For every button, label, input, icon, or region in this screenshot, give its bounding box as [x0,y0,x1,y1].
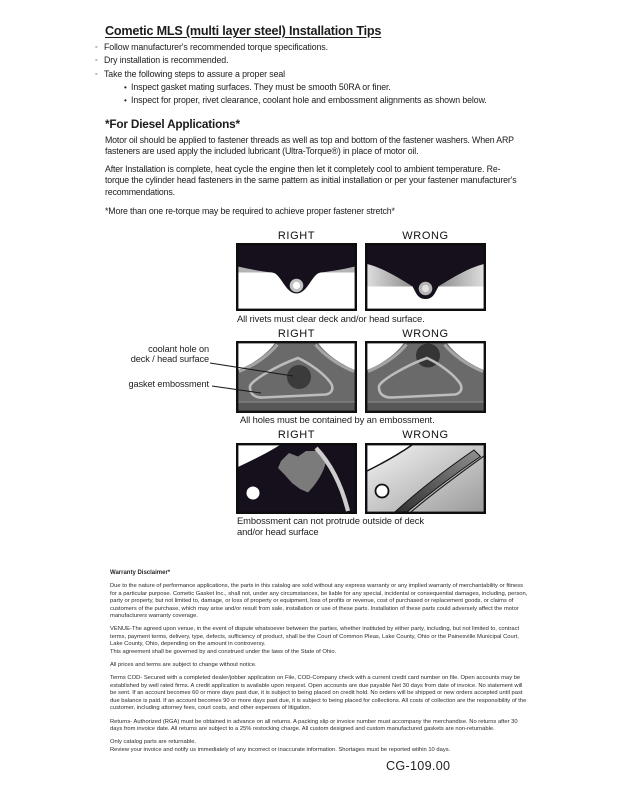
legal-section [110,570,530,760]
leader-lines [205,355,305,400]
coolant-hole-annotation: deck / head surface [130,354,209,364]
diagram-rivet-wrong [365,243,486,311]
rivet-caption: All rivets must clear deck and/or head surface. [237,313,425,324]
legal-paragraph: All prices and terms are subject to change without notice. [110,662,257,669]
diagram-coolant-wrong [365,341,486,413]
tip-text: Inspect for proper, rivet clearance, coolant hole and embossment alignments as shown below. [131,95,487,106]
coolant-caption: All holes must be contained by an embossment. [240,414,435,425]
tips-list [95,41,535,107]
doc-code: CG-109.00 [386,759,451,773]
coolant-wrong-drawing [365,341,486,413]
tip-text: Follow manufacturer's recommended torque specifications. [104,42,328,52]
tip-subitem [95,81,535,94]
tip-text: Inspect gasket mating surfaces. They must be smooth 50RA or finer. [131,81,391,92]
diesel-heading: *For Diesel Applications* [105,117,240,131]
tip-text: Dry installation is recommended. [104,55,229,66]
wrong-label: WRONG [402,328,449,340]
legal-paragraph [110,626,530,656]
open-bullet-icon: ◦ [95,57,98,65]
open-bullet-icon: ◦ [95,44,98,51]
legal-paragraph: Returns- Authorized (RGA) must be obtained in advance on all returns. A packing slip or invoice number must accompany the merchandise. No returns after 30 days from invoice date. All returns are subject to a 25% restocking charge. All custom designed and custom manufactured gaskets are non-returnable. [110,718,518,732]
right-label: RIGHT [277,429,316,441]
embossment-caption: Embossment can not protrude outside of deck and/or head surface [237,515,424,537]
warranty-heading: Warranty Disclaimer* [110,570,171,576]
legal-line: Review your invoice and notify us immediately of any incorrect or inaccurate information. Shortages must be reported within 10 days. [110,746,451,753]
tip-item [95,41,535,54]
gasket-embossment-annotation: gasket embossment [128,379,209,389]
tip-item [95,54,535,67]
bolt-hole-icon [376,485,389,498]
retorque-note: *More than one re-torque may be required to achieve proper fastener stretch* [105,206,395,216]
open-bullet-icon: ◦ [95,70,98,78]
diagram-rivet-right [236,243,357,311]
bolt-hole-icon [247,487,260,500]
page-title: Cometic MLS (multi layer steel) Installation Tips [105,24,382,38]
legal-line: Only catalog parts are returnable. [110,739,197,746]
legal-line: This agreement shall be governed by and construed under the laws of the State of Ohio. [110,648,337,655]
rivet-wrong-drawing [365,243,486,311]
legal-line: VENUE-The agreed upon venue, in the event of dispute whatsoever between the parties, whether instituted by either party, including, but not limited to, contract terms, payment terms, delivery, type, defects, sufficiency of product, shall be the Court of Common Pleas, Lake County, Ohio or the Painesville Municipal Court, Lake County, Ohio, depending on the amount in controversy. [110,626,520,648]
tip-text: Take the following steps to assure a proper seal [104,68,286,79]
legal-paragraph: Due to the nature of performance applications, the parts in this catalog are sold without any express warranty or any implied warranty of merchantability or fitness for a particular purpose. Cometic Gasket Inc., shall not, under any circumstances, be liable for any special, incidental or consequential damages, including, person, party or property, but not limited to, damage, or loss of property or equipment, loss of profits or revenue, cost of purchased or replacement goods, or claims of customers of the purchase, which may arise and/or result from sale, installation or use of these parts. Installation of these parts could adversely affect the motor manufacturers warranty coverage. [110,583,528,620]
embossment-wrong-drawing [365,443,486,514]
legal-paragraph: Terms COD- Secured with a completed dealer/jobber application on File, COD-Company check with a current credit card number on file. Open accounts may be established by well rated firms. A credit application is available upon request. Open accounts are due payable Net 30 days from date of invoice. No statement will be sent. If an account becomes 60 or more days past due, it is subject to being placed on credit hold. No orders will be shipped or new orders accepted until past due balance is paid. If an account becomes 90 or more days past due, it is subject to being placed for collections. All costs of collection are the responsibility of the customer, including attorney fees, court costs, and other expenses of litigation. [110,675,527,712]
wrong-label: WRONG [402,230,449,242]
embossment-right-drawing [236,443,357,514]
tip-item [95,68,535,81]
legal-paragraph [110,739,530,754]
diesel-paragraph: After Installation is complete, heat cycle the engine then let it completely cool to ambient temperature. Re-torque the cylinder head fasteners in the same pattern as initial installation or per your fastener manufacturer's recommendations. [105,164,517,197]
diagram-embossment-wrong [365,443,486,514]
rivet-right-drawing [236,243,357,311]
wrong-label: WRONG [402,429,449,441]
diagram-embossment-right [236,443,357,514]
tip-subitem [95,94,535,107]
filled-bullet-icon: • [124,82,127,92]
diesel-paragraph: Motor oil should be applied to fastener threads as well as top and bottom of the fastener washers. When ARP fasteners are used apply the included lubricant (Ultra-Torque®) in place of motor oil. [105,135,514,157]
right-label: RIGHT [277,230,316,242]
right-label: RIGHT [277,328,316,340]
coolant-hole-annotation: coolant hole on [148,344,209,354]
filled-bullet-icon: • [124,96,127,106]
